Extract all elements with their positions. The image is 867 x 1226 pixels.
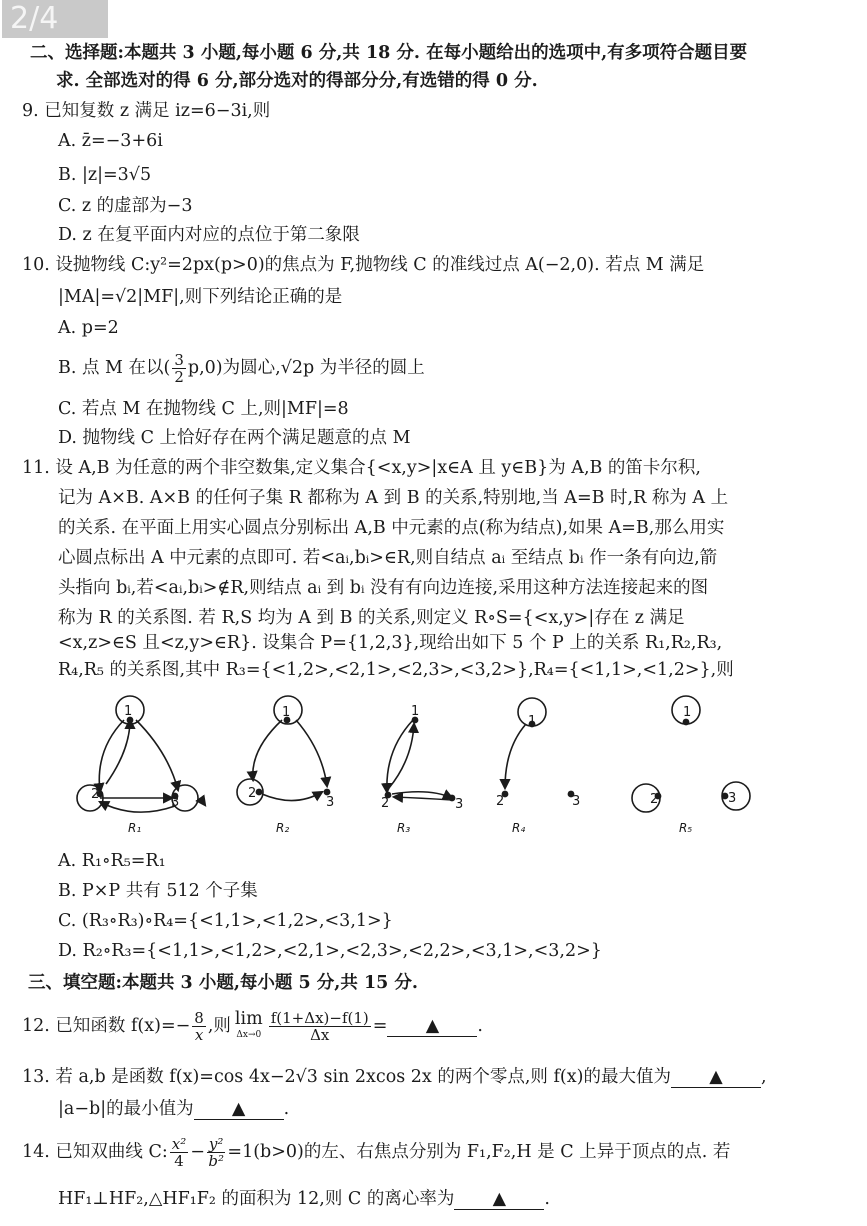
- q9-stem: 9. 已知复数 z 满足 iz=6−3i,则: [22, 101, 271, 121]
- q10-option-b-pre: B. 点 M 在以(: [58, 358, 171, 378]
- node-label: 1: [683, 705, 692, 720]
- q14-end: .: [544, 1189, 550, 1209]
- q12-equals: =: [372, 1016, 388, 1036]
- node-label: 1: [411, 704, 420, 719]
- fraction-denominator: 2: [174, 368, 184, 386]
- fraction-denominator: Δx: [310, 1026, 330, 1044]
- q14-pre: 14. 已知双曲线 C:: [22, 1142, 168, 1162]
- q11-option-b: B. P×P 共有 512 个子集: [58, 881, 258, 901]
- q11-option-a: A. R₁∘R₅=R₁: [58, 851, 166, 871]
- q11-line-8: R₄,R₅ 的关系图,其中 R₃={<1,2>,<2,1>,<2,3>,<3,2>},R₄={<1,1>,<1,2>},则: [58, 660, 734, 680]
- node-label: 2: [91, 787, 100, 802]
- q13-comma: ,: [760, 1067, 767, 1087]
- graph-label-r2: R₂: [276, 821, 290, 835]
- node-label: 2: [650, 792, 659, 807]
- fraction-denominator: b²: [208, 1152, 224, 1170]
- q11-line-5: 头指向 bᵢ,若<aᵢ,bᵢ>∉R,则结点 aᵢ 到 bᵢ 没有有向边连接,采用这种方法连接起来的图: [58, 578, 709, 598]
- fraction-denominator: 4: [174, 1152, 184, 1170]
- node-label: 2: [496, 794, 505, 809]
- q10-option-b-post: p,0)为圆心,√2p 为半径的圆上: [187, 358, 425, 378]
- answer-blank[interactable]: ▲: [671, 1067, 761, 1088]
- fraction-numerator: 8: [194, 1009, 204, 1027]
- q11-line-2: 记为 A×B. A×B 的任何子集 R 都称为 A 到 B 的关系,特别地,当 A=B 时,R 称为 A 上: [58, 488, 729, 508]
- node-label: 3: [326, 795, 335, 810]
- q11-option-d: D. R₂∘R₃={<1,1>,<1,2>,<2,1>,<2,3>,<2,2>,<3,1>,<3,2>}: [58, 941, 602, 961]
- graph-label-r4: R₄: [512, 821, 526, 835]
- node-label: 3: [728, 791, 737, 806]
- q9-option-a: A. z̄=−3+6i: [58, 131, 163, 151]
- q12-limit-fraction: [269, 1010, 371, 1043]
- q14-fraction-y: [207, 1136, 226, 1169]
- q11-line-3: 的关系. 在平面上用实心圆点分别标出 A,B 中元素的点(称为结点),如果 A=B,那么用实: [58, 518, 725, 538]
- q13-line-1: [22, 1064, 767, 1090]
- q11-line-4: 心圆点标出 A 中元素的点即可. 若<aᵢ,bᵢ>∈R,则自结点 aᵢ 至结点 bᵢ 作一条有向边,箭: [58, 548, 718, 568]
- fraction-numerator: y²: [208, 1135, 224, 1153]
- q10-option-b-fraction: [172, 352, 186, 385]
- node-label: 1: [124, 704, 133, 719]
- graph-label-r1: R₁: [128, 821, 142, 835]
- q14-post: =1(b>0)的左、右焦点分别为 F₁,F₂,H 是 C 上异于顶点的点. 若: [227, 1142, 731, 1162]
- graph-r4: [505, 698, 546, 788]
- q10-option-b: [58, 348, 425, 388]
- q14-stem-cont: HF₁⊥HF₂,△HF₁F₂ 的面积为 12,则 C 的离心率为: [58, 1189, 455, 1209]
- node-label: 3: [171, 795, 180, 810]
- q11-option-c: C. (R₃∘R₃)∘R₄={<1,1>,<1,2>,<3,1>}: [58, 911, 393, 931]
- graph-label-r3: R₃: [397, 821, 411, 835]
- node-label: 2: [248, 786, 257, 801]
- node-label: 1: [282, 705, 291, 720]
- page-number: 2/4: [2, 0, 108, 38]
- answer-blank[interactable]: ▲: [387, 1016, 477, 1037]
- node-label: 3: [455, 797, 464, 812]
- q11-line-6: 称为 R 的关系图. 若 R,S 均为 A 到 B 的关系,则定义 R∘S={<x,y>|存在 z 满足: [58, 608, 685, 628]
- fraction-denominator: x: [194, 1026, 204, 1044]
- q14-line-1: [22, 1130, 730, 1174]
- fraction-numerator: x²: [171, 1135, 187, 1153]
- q11-line-7: <x,z>∈S 且<z,y>∈R}. 设集合 P={1,2,3},现给出如下 5 个 P 上的关系 R₁,R₂,R₃,: [58, 633, 723, 653]
- q12: [22, 1004, 483, 1048]
- fraction-numerator: f(1+Δx)−f(1): [270, 1009, 369, 1027]
- q10-option-c: C. 若点 M 在抛物线 C 上,则|MF|=8: [58, 399, 349, 419]
- q9-option-c: C. z 的虚部为−3: [58, 196, 193, 216]
- q12-end: .: [477, 1016, 483, 1036]
- q13-stem: 13. 若 a,b 是函数 f(x)=cos 4x−2√3 sin 2xcos 2x 的两个零点,则 f(x)的最大值为: [22, 1067, 671, 1087]
- q9-option-b: B. |z|=3√5: [58, 165, 152, 185]
- q14-fraction-x: [170, 1136, 188, 1169]
- graph-label-r5: R₅: [679, 821, 693, 835]
- graph-r3: [387, 720, 452, 800]
- node-label: 2: [381, 796, 390, 811]
- node-label: 1: [528, 714, 537, 729]
- q11-line-1: 11. 设 A,B 为任意的两个非空数集,定义集合{<x,y>|x∈A 且 y∈B}为 A,B 的笛卡尔积,: [22, 458, 701, 478]
- node-label: 3: [572, 794, 581, 809]
- answer-blank[interactable]: ▲: [454, 1189, 544, 1210]
- q12-mid: ,则: [207, 1016, 231, 1036]
- section3-header: 三、填空题:本题共 3 小题,每小题 5 分,共 15 分.: [28, 973, 418, 993]
- q10-option-d: D. 抛物线 C 上恰好存在两个满足题意的点 M: [58, 428, 411, 448]
- q9-option-d: D. z 在复平面内对应的点位于第二象限: [58, 225, 360, 245]
- fraction-numerator: 3: [174, 351, 184, 369]
- q13-end: .: [283, 1099, 290, 1119]
- q13-line-2: [58, 1096, 289, 1122]
- relation-graphs: [0, 680, 867, 850]
- q12-pre: 12. 已知函数 f(x)=−: [22, 1016, 191, 1036]
- answer-blank[interactable]: ▲: [194, 1099, 284, 1120]
- q14-minus: −: [190, 1142, 205, 1162]
- limit-word: lim: [234, 1008, 263, 1029]
- q12-fraction: [192, 1010, 206, 1043]
- section2-header-cont: 求. 全部选对的得 6 分,部分选对的得部分分,有选错的得 0 分.: [56, 71, 538, 91]
- section2-header: 二、选择题:本题共 3 小题,每小题 6 分,共 18 分. 在每小题给出的选项中,有多项符合题目要: [30, 43, 748, 63]
- limit-operator: [234, 1008, 263, 1043]
- q13-stem-cont: |a−b|的最小值为: [58, 1099, 194, 1119]
- q14-line-2: [58, 1186, 550, 1212]
- q10-stem: 10. 设抛物线 C:y²=2px(p>0)的焦点为 F,抛物线 C 的准线过点 A(−2,0). 若点 M 满足: [22, 255, 705, 275]
- q10-stem-cont: |MA|=√2|MF|,则下列结论正确的是: [58, 287, 343, 307]
- limit-subscript: Δx→0: [236, 1029, 262, 1040]
- q10-option-a: A. p=2: [58, 318, 119, 338]
